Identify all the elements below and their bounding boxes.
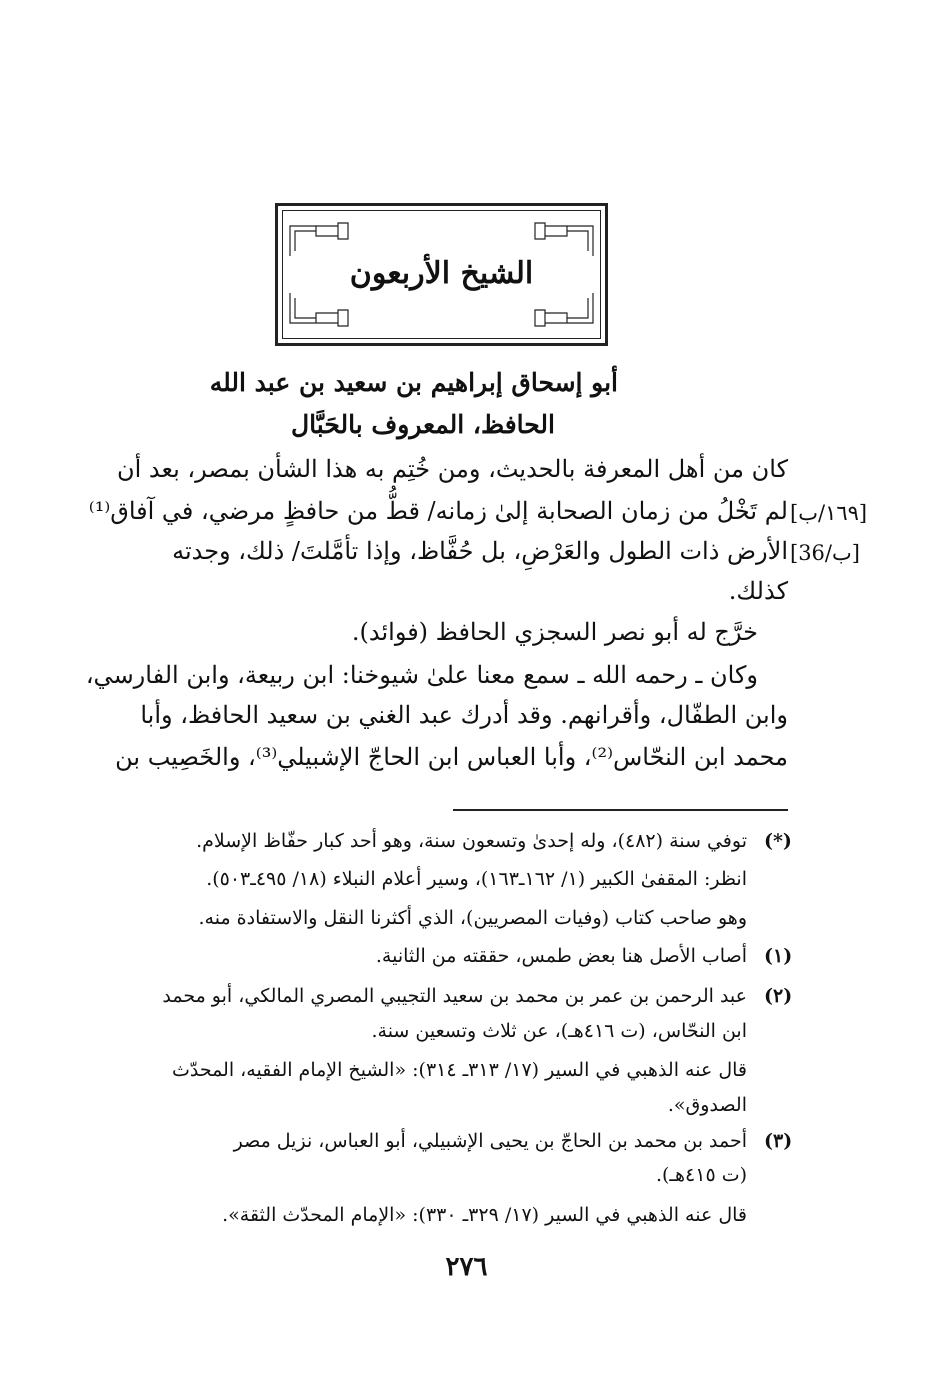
page-number: ٢٧٦ [445,1252,488,1282]
footnote-line: ابن النحّاس، (ت ٤١٦هـ)، عن ثلاث وتسعين سنة. [371,1020,747,1042]
footnote-line: أصاب الأصل هنا بعض طمس، حققته من الثانية. [375,945,747,967]
body-line-6: وكان ـ رحمه الله ـ سمع معنا علىٰ شيوخنا: ابن ربيعة، وابن الفارسي، [85,661,758,689]
subject-epithet-heading: الحافظ، المعروف بالحَبَّال [291,410,555,439]
footnote-mark-1: (١) [764,945,793,967]
footnote-line: قال عنه الذهبي في السير (١٧/ ٣٢٩ـ ٣٣٠): «الإمام المحدّث الثقة». [222,1204,747,1226]
subject-name-heading: أبو إسحاق إبراهيم بن سعيد بن عبد الله [209,368,618,397]
page-title: الشيخ الأربعون [349,256,534,291]
footnote-line: أحمد بن محمد بن الحاجّ بن يحيى الإشبيلي، أبو العباس، نزيل مصر [233,1130,747,1152]
footnote-mark-3: (٣) [764,1130,793,1152]
footnote-line: (ت ٤١٥هـ). [655,1164,747,1186]
footnote-line: قال عنه الذهبي في السير (١٧/ ٣١٣ـ ٣١٤): «الشيخ الإمام الفقيه، المحدّث [171,1059,747,1081]
margin-folio-note-1: [١٦٩/ب] [790,501,868,525]
body-line-3: الأرض ذات الطول والعَرْضِ، بل حُفَّاظ، وإذا تأمَّلتَ/ ذلك، وجدته [172,537,788,565]
body-line-8: محمد ابن النحّاس⁽²⁾، وأبا العباس ابن الحاجّ الإشبيلي⁽³⁾، والخَصِيب بن [115,743,788,771]
footnote-line: عبد الرحمن بن عمر بن محمد بن سعيد التجيبي المصري المالكي، أبو محمد [162,985,747,1007]
title-frame [275,203,608,346]
footnote-separator [453,809,788,811]
footnote-line: انظر: المقفىٰ الكبير (١/ ١٦٢ـ١٦٣)، وسير أعلام النبلاء (١٨/ ٤٩٥ـ٥٠٣). [206,868,747,890]
footnote-mark-2: (٢) [764,985,793,1007]
body-line-5: خرَّج له أبو نصر السجزي الحافظ (فوائد). [351,618,758,646]
body-line-2: لم تَخْلُ من زمان الصحابة إلىٰ زمانه/ قطُّ من حافظٍ مرضي، في آفاق⁽¹⁾ [88,497,788,525]
margin-folio-note-2: [36/ب] [790,541,860,565]
footnote-line: توفي سنة (٤٨٢)، وله إحدىٰ وتسعون سنة، وهو أحد كبار حفّاظ الإسلام. [196,830,747,852]
body-line-1: كان من أهل المعرفة بالحديث، ومن خُتِم به هذا الشأن بمصر، بعد أن [116,455,788,483]
body-line-4: كذلك. [728,577,788,605]
footnote-mark-star: (*) [764,830,792,852]
footnote-line: وهو صاحب كتاب (وفيات المصريين)، الذي أكثرنا النقل والاستفادة منه. [198,907,747,929]
footnote-line: الصدوق». [667,1094,747,1116]
body-line-7: وابن الطفّال، وأقرانهم. وقد أدرك عبد الغني بن سعيد الحافظ، وأبا [140,701,788,729]
